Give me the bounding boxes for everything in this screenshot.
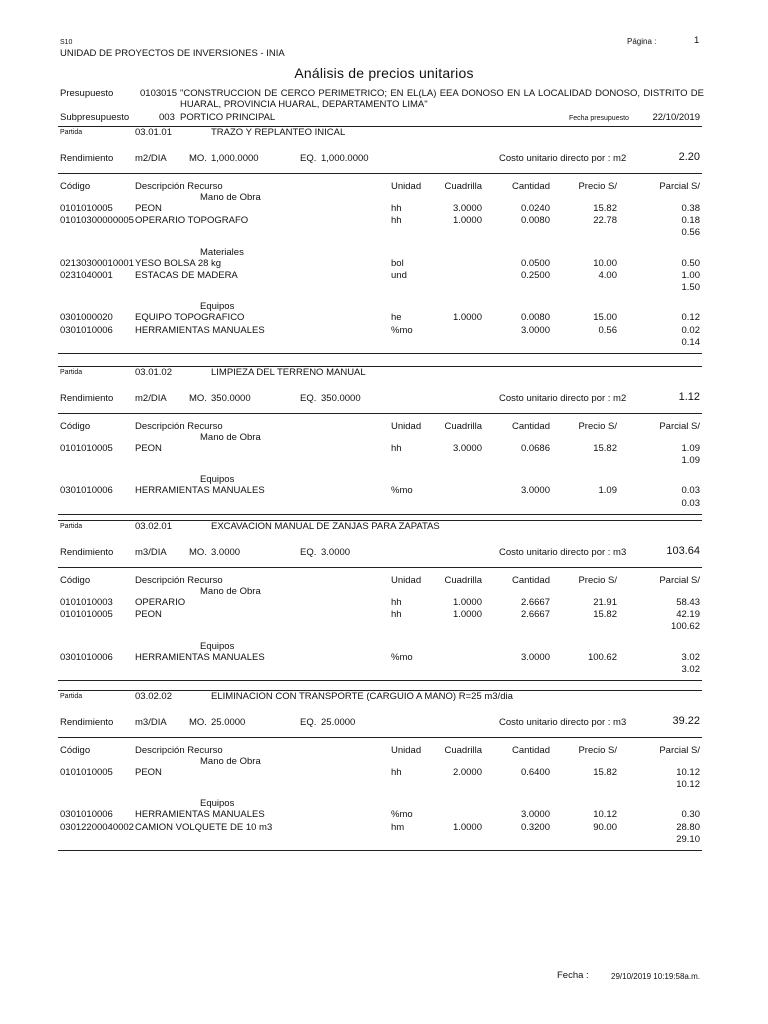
col-descripcion: Descripción Recurso (135, 181, 223, 192)
resource-parcial: 0.02 (681, 324, 700, 336)
resource-description: ESTACAS DE MADERA (135, 269, 238, 281)
column-header-row (0, 745, 768, 757)
resource-precio: 22.78 (593, 215, 617, 227)
resource-row (0, 312, 768, 324)
resource-description: PEON (135, 766, 162, 778)
resource-cantidad: 3.0000 (520, 809, 550, 821)
resource-description: CAMION VOLQUETE DE 10 m3 (135, 821, 273, 833)
page-title: Análisis de precios unitarios (294, 65, 474, 81)
eq-label: EQ. (300, 547, 317, 558)
resource-cantidad: 2.6667 (520, 596, 550, 608)
resource-row (0, 203, 768, 215)
col-cuadrilla: Cuadrilla (444, 181, 482, 192)
resource-precio: 100.62 (587, 651, 617, 663)
resource-parcial: 0.03 (681, 485, 700, 497)
resource-precio: 21.91 (593, 596, 617, 608)
resource-cuadrilla: 2.0000 (452, 766, 482, 778)
column-header-row (0, 421, 768, 433)
col-descripcion: Descripción Recurso (135, 421, 223, 432)
resource-parcial: 1.00 (681, 269, 700, 281)
resource-description: HERRAMIENTAS MANUALES (135, 485, 265, 497)
subbudget-label: Subpresupuesto (60, 112, 130, 123)
resource-cantidad: 0.0500 (520, 257, 550, 269)
budget-label: Presupuesto (60, 88, 114, 99)
resource-category: Equipos (200, 301, 235, 313)
resource-unit: he (391, 312, 402, 324)
resource-unit: %mo (391, 324, 413, 336)
rendimiento-label: Rendimiento (60, 393, 114, 404)
resource-precio: 15.82 (593, 442, 617, 454)
col-precio: Precio S/ (578, 421, 617, 432)
resource-parcial: 0.38 (681, 202, 700, 214)
group-subtotal-row (0, 621, 768, 633)
resource-category: Mano de Obra (200, 756, 261, 767)
partida-label: Partida (60, 129, 83, 136)
col-precio: Precio S/ (578, 575, 617, 586)
resource-code: 0101010005 (60, 202, 113, 214)
resource-parcial: 0.50 (681, 257, 700, 269)
eq-value: 25.0000 (321, 717, 356, 728)
resource-precio: 10.12 (593, 809, 617, 821)
resource-cuadrilla: 1.0000 (452, 215, 482, 227)
resource-code: 03012200040002 (60, 821, 134, 833)
mo-value: 25.0000 (211, 717, 246, 728)
resource-row (0, 822, 768, 834)
resource-parcial: 1.09 (681, 442, 700, 454)
partida-bottom-rule (58, 353, 702, 354)
col-cantidad: Cantidad (511, 575, 550, 586)
resource-category: Equipos (200, 640, 235, 652)
col-precio: Precio S/ (578, 745, 617, 756)
resource-code: 0101010005 (60, 766, 113, 778)
header-rule (58, 413, 702, 414)
resource-precio: 15.82 (593, 202, 617, 214)
partida-bottom-rule (58, 850, 702, 851)
resource-row (0, 652, 768, 664)
resource-unit: hm (391, 821, 405, 833)
resource-cantidad: 0.0080 (520, 215, 550, 227)
resource-row (0, 325, 768, 337)
partida-code: 03.02.02 (135, 691, 172, 702)
footer-date-label: Fecha : (557, 970, 589, 981)
group-subtotal: 0.03 (681, 497, 700, 509)
resource-code: 0301010006 (60, 485, 113, 497)
resource-parcial: 28.80 (676, 821, 700, 833)
group-subtotal-row (0, 664, 768, 676)
rendimiento-unit: m2/DIA (135, 393, 167, 404)
resource-code: 0301010006 (60, 324, 113, 336)
resource-code: 02130300010001 (60, 257, 134, 269)
resource-parcial: 42.19 (676, 609, 700, 621)
resource-parcial: 58.43 (676, 596, 700, 608)
eq-value: 350.0000 (321, 393, 361, 404)
resource-category: Mano de Obra (200, 586, 261, 597)
group-subtotal-row (0, 498, 768, 510)
rendimiento-unit: m3/DIA (135, 547, 167, 558)
group-subtotal-row (0, 834, 768, 846)
col-cuadrilla: Cuadrilla (444, 421, 482, 432)
rendimiento-label: Rendimiento (60, 717, 114, 728)
resource-code: 0301010006 (60, 809, 113, 821)
resource-unit: und (391, 269, 407, 281)
resource-unit: hh (391, 609, 402, 621)
resource-cantidad: 0.2500 (520, 269, 550, 281)
group-subtotal: 0.56 (681, 227, 700, 239)
eq-label: EQ. (300, 717, 317, 728)
group-subtotal: 1.09 (681, 455, 700, 467)
resource-unit: %mo (391, 809, 413, 821)
resource-category: Materiales (200, 246, 244, 258)
partida-label: Partida (60, 693, 83, 700)
resource-code: 0231040001 (60, 269, 113, 281)
rendimiento-label: Rendimiento (60, 547, 114, 558)
resource-parcial: 3.02 (681, 651, 700, 663)
resource-cuadrilla: 1.0000 (452, 821, 482, 833)
col-cantidad: Cantidad (511, 745, 550, 756)
partida-bottom-rule (58, 680, 702, 681)
resource-parcial: 10.12 (676, 766, 700, 778)
resource-row (0, 597, 768, 609)
group-subtotal-row (0, 282, 768, 294)
cost-label: Costo unitario directo por : m3 (499, 717, 627, 728)
partida-name: ELIMINACION CON TRANSPORTE (CARGUIO A MANO) R=25 m3/dia (211, 691, 513, 702)
rendimiento-unit: m2/DIA (135, 153, 167, 164)
header-rule (58, 567, 702, 568)
partida-name: EXCAVACION MANUAL DE ZANJAS PARA ZAPATAS (211, 521, 440, 532)
resource-row (0, 258, 768, 270)
eq-label: EQ. (300, 393, 317, 404)
resource-precio: 15.00 (593, 312, 617, 324)
resource-row (0, 270, 768, 282)
resource-cantidad: 3.0000 (520, 651, 550, 663)
resource-precio: 4.00 (598, 269, 617, 281)
resource-category: Equipos (200, 474, 235, 486)
resource-unit: %mo (391, 485, 413, 497)
resource-cuadrilla: 1.0000 (452, 609, 482, 621)
resource-row (0, 809, 768, 821)
resource-precio: 15.82 (593, 609, 617, 621)
group-subtotal: 3.02 (681, 663, 700, 675)
resource-category: Mano de Obra (200, 192, 261, 203)
col-unidad: Unidad (391, 181, 422, 192)
resource-cuadrilla: 3.0000 (452, 442, 482, 454)
resource-cantidad: 0.0686 (520, 442, 550, 454)
resource-description: EQUIPO TOPOGRAFICO (135, 312, 245, 324)
partida-label: Partida (60, 369, 83, 376)
resource-description: HERRAMIENTAS MANUALES (135, 651, 265, 663)
unit-cost: 39.22 (672, 715, 700, 727)
col-descripcion: Descripción Recurso (135, 745, 223, 756)
resource-description: PEON (135, 202, 162, 214)
col-descripcion: Descripción Recurso (135, 575, 223, 586)
resource-parcial: 0.18 (681, 215, 700, 227)
column-header-row (0, 575, 768, 587)
col-parcial: Parcial S/ (659, 575, 700, 586)
subbudget-code: 003 (159, 112, 175, 123)
col-unidad: Unidad (391, 575, 422, 586)
resource-unit: hh (391, 596, 402, 608)
cost-label: Costo unitario directo por : m2 (499, 153, 627, 164)
col-cuadrilla: Cuadrilla (444, 575, 482, 586)
header-rule (58, 173, 702, 174)
group-subtotal-row (0, 337, 768, 349)
resource-code: 0101010003 (60, 596, 113, 608)
resource-cantidad: 0.0080 (520, 312, 550, 324)
rendimiento-label: Rendimiento (60, 153, 114, 164)
page-number: 1 (694, 35, 700, 46)
mo-label: MO. (189, 393, 207, 404)
mo-label: MO. (189, 547, 207, 558)
resource-code: 0301010006 (60, 651, 113, 663)
resource-description: OPERARIO (135, 596, 186, 608)
organization-name: UNIDAD DE PROYECTOS DE INVERSIONES - INIA (60, 48, 285, 59)
resource-precio: 0.56 (598, 324, 617, 336)
resource-row (0, 609, 768, 621)
budget-description: "CONSTRUCCION DE CERCO PERIMETRICO; EN EL(LA) EEA DONOSO EN LA LOCALIDAD DONOSO, DISTRITO DE HUARAL, PROVINCIA HUARAL, DEPARTAMENTO LIMA" (180, 88, 704, 110)
col-parcial: Parcial S/ (659, 745, 700, 756)
cost-label: Costo unitario directo por : m3 (499, 547, 627, 558)
eq-value: 3.0000 (321, 547, 351, 558)
system-code: S10 (60, 39, 73, 46)
col-cuadrilla: Cuadrilla (444, 745, 482, 756)
mo-value: 3.0000 (211, 547, 241, 558)
cost-label: Costo unitario directo por : m2 (499, 393, 627, 404)
partida-label: Partida (60, 523, 83, 530)
resource-description: PEON (135, 609, 162, 621)
resource-code: 0101010005 (60, 609, 113, 621)
resource-parcial: 0.12 (681, 312, 700, 324)
col-unidad: Unidad (391, 745, 422, 756)
resource-description: HERRAMIENTAS MANUALES (135, 809, 265, 821)
column-header-row (0, 181, 768, 193)
group-subtotal: 29.10 (676, 833, 700, 845)
col-unidad: Unidad (391, 421, 422, 432)
resource-description: OPERARIO TOPOGRAFO (135, 215, 249, 227)
resource-unit: %mo (391, 651, 413, 663)
resource-row (0, 767, 768, 779)
header-rule (58, 737, 702, 738)
page-label: Página : (627, 37, 657, 46)
col-codigo: Código (60, 575, 91, 586)
resource-precio: 1.09 (598, 485, 617, 497)
resource-cantidad: 2.6667 (520, 609, 550, 621)
eq-label: EQ. (300, 153, 317, 164)
budget-date: 22/10/2019 (652, 112, 700, 123)
mo-label: MO. (189, 717, 207, 728)
partida-code: 03.01.02 (135, 367, 172, 378)
col-parcial: Parcial S/ (659, 421, 700, 432)
resource-row (0, 215, 768, 227)
resource-cantidad: 3.0000 (520, 485, 550, 497)
group-subtotal: 1.50 (681, 282, 700, 294)
resource-cantidad: 0.6400 (520, 766, 550, 778)
group-subtotal-row (0, 455, 768, 467)
group-subtotal-row (0, 779, 768, 791)
resource-cuadrilla: 1.0000 (452, 596, 482, 608)
col-precio: Precio S/ (578, 181, 617, 192)
resource-cantidad: 0.0240 (520, 202, 550, 214)
mo-value: 1,000.0000 (211, 153, 259, 164)
budget-code: 0103015 (140, 88, 177, 99)
resource-unit: hh (391, 766, 402, 778)
partida-bottom-rule (58, 514, 702, 515)
unit-cost: 2.20 (678, 151, 700, 163)
resource-unit: hh (391, 215, 402, 227)
col-codigo: Código (60, 745, 91, 756)
resource-row (0, 443, 768, 455)
resource-cuadrilla: 1.0000 (452, 312, 482, 324)
resource-precio: 90.00 (593, 821, 617, 833)
resource-parcial: 0.30 (681, 809, 700, 821)
group-subtotal-row (0, 227, 768, 239)
resource-unit: hh (391, 202, 402, 214)
resource-description: PEON (135, 442, 162, 454)
col-codigo: Código (60, 421, 91, 432)
rendimiento-unit: m3/DIA (135, 717, 167, 728)
resource-row (0, 485, 768, 497)
footer-date: 29/10/2019 10:19:58a.m. (611, 972, 700, 981)
budget-date-label: Fecha presupuesto (569, 115, 629, 122)
resource-precio: 10.00 (593, 257, 617, 269)
group-subtotal: 100.62 (670, 621, 700, 633)
partida-name: LIMPIEZA DEL TERRENO MANUAL (211, 367, 366, 378)
mo-label: MO. (189, 153, 207, 164)
resource-description: YESO BOLSA 28 kg (135, 257, 222, 269)
partida-name: TRAZO Y REPLANTEO INICAL (211, 127, 346, 138)
unit-cost: 1.12 (678, 391, 700, 403)
partida-code: 03.01.01 (135, 127, 172, 138)
col-codigo: Código (60, 181, 91, 192)
resource-unit: hh (391, 442, 402, 454)
resource-unit: bol (391, 257, 404, 269)
col-parcial: Parcial S/ (659, 181, 700, 192)
resource-precio: 15.82 (593, 766, 617, 778)
group-subtotal: 10.12 (676, 779, 700, 791)
subbudget-name: PORTICO PRINCIPAL (180, 112, 276, 123)
resource-cantidad: 3.0000 (520, 324, 550, 336)
group-subtotal: 0.14 (681, 336, 700, 348)
unit-cost: 103.64 (666, 545, 700, 557)
mo-value: 350.0000 (211, 393, 251, 404)
resource-category: Mano de Obra (200, 432, 261, 443)
resource-code: 0301000020 (60, 312, 113, 324)
resource-description: HERRAMIENTAS MANUALES (135, 324, 265, 336)
col-cantidad: Cantidad (511, 181, 550, 192)
resource-code: 01010300000005 (60, 215, 134, 227)
resource-code: 0101010005 (60, 442, 113, 454)
partida-code: 03.02.01 (135, 521, 172, 532)
col-cantidad: Cantidad (511, 421, 550, 432)
resource-category: Equipos (200, 798, 235, 810)
eq-value: 1,000.0000 (321, 153, 369, 164)
resource-cuadrilla: 3.0000 (452, 202, 482, 214)
resource-cantidad: 0.3200 (520, 821, 550, 833)
